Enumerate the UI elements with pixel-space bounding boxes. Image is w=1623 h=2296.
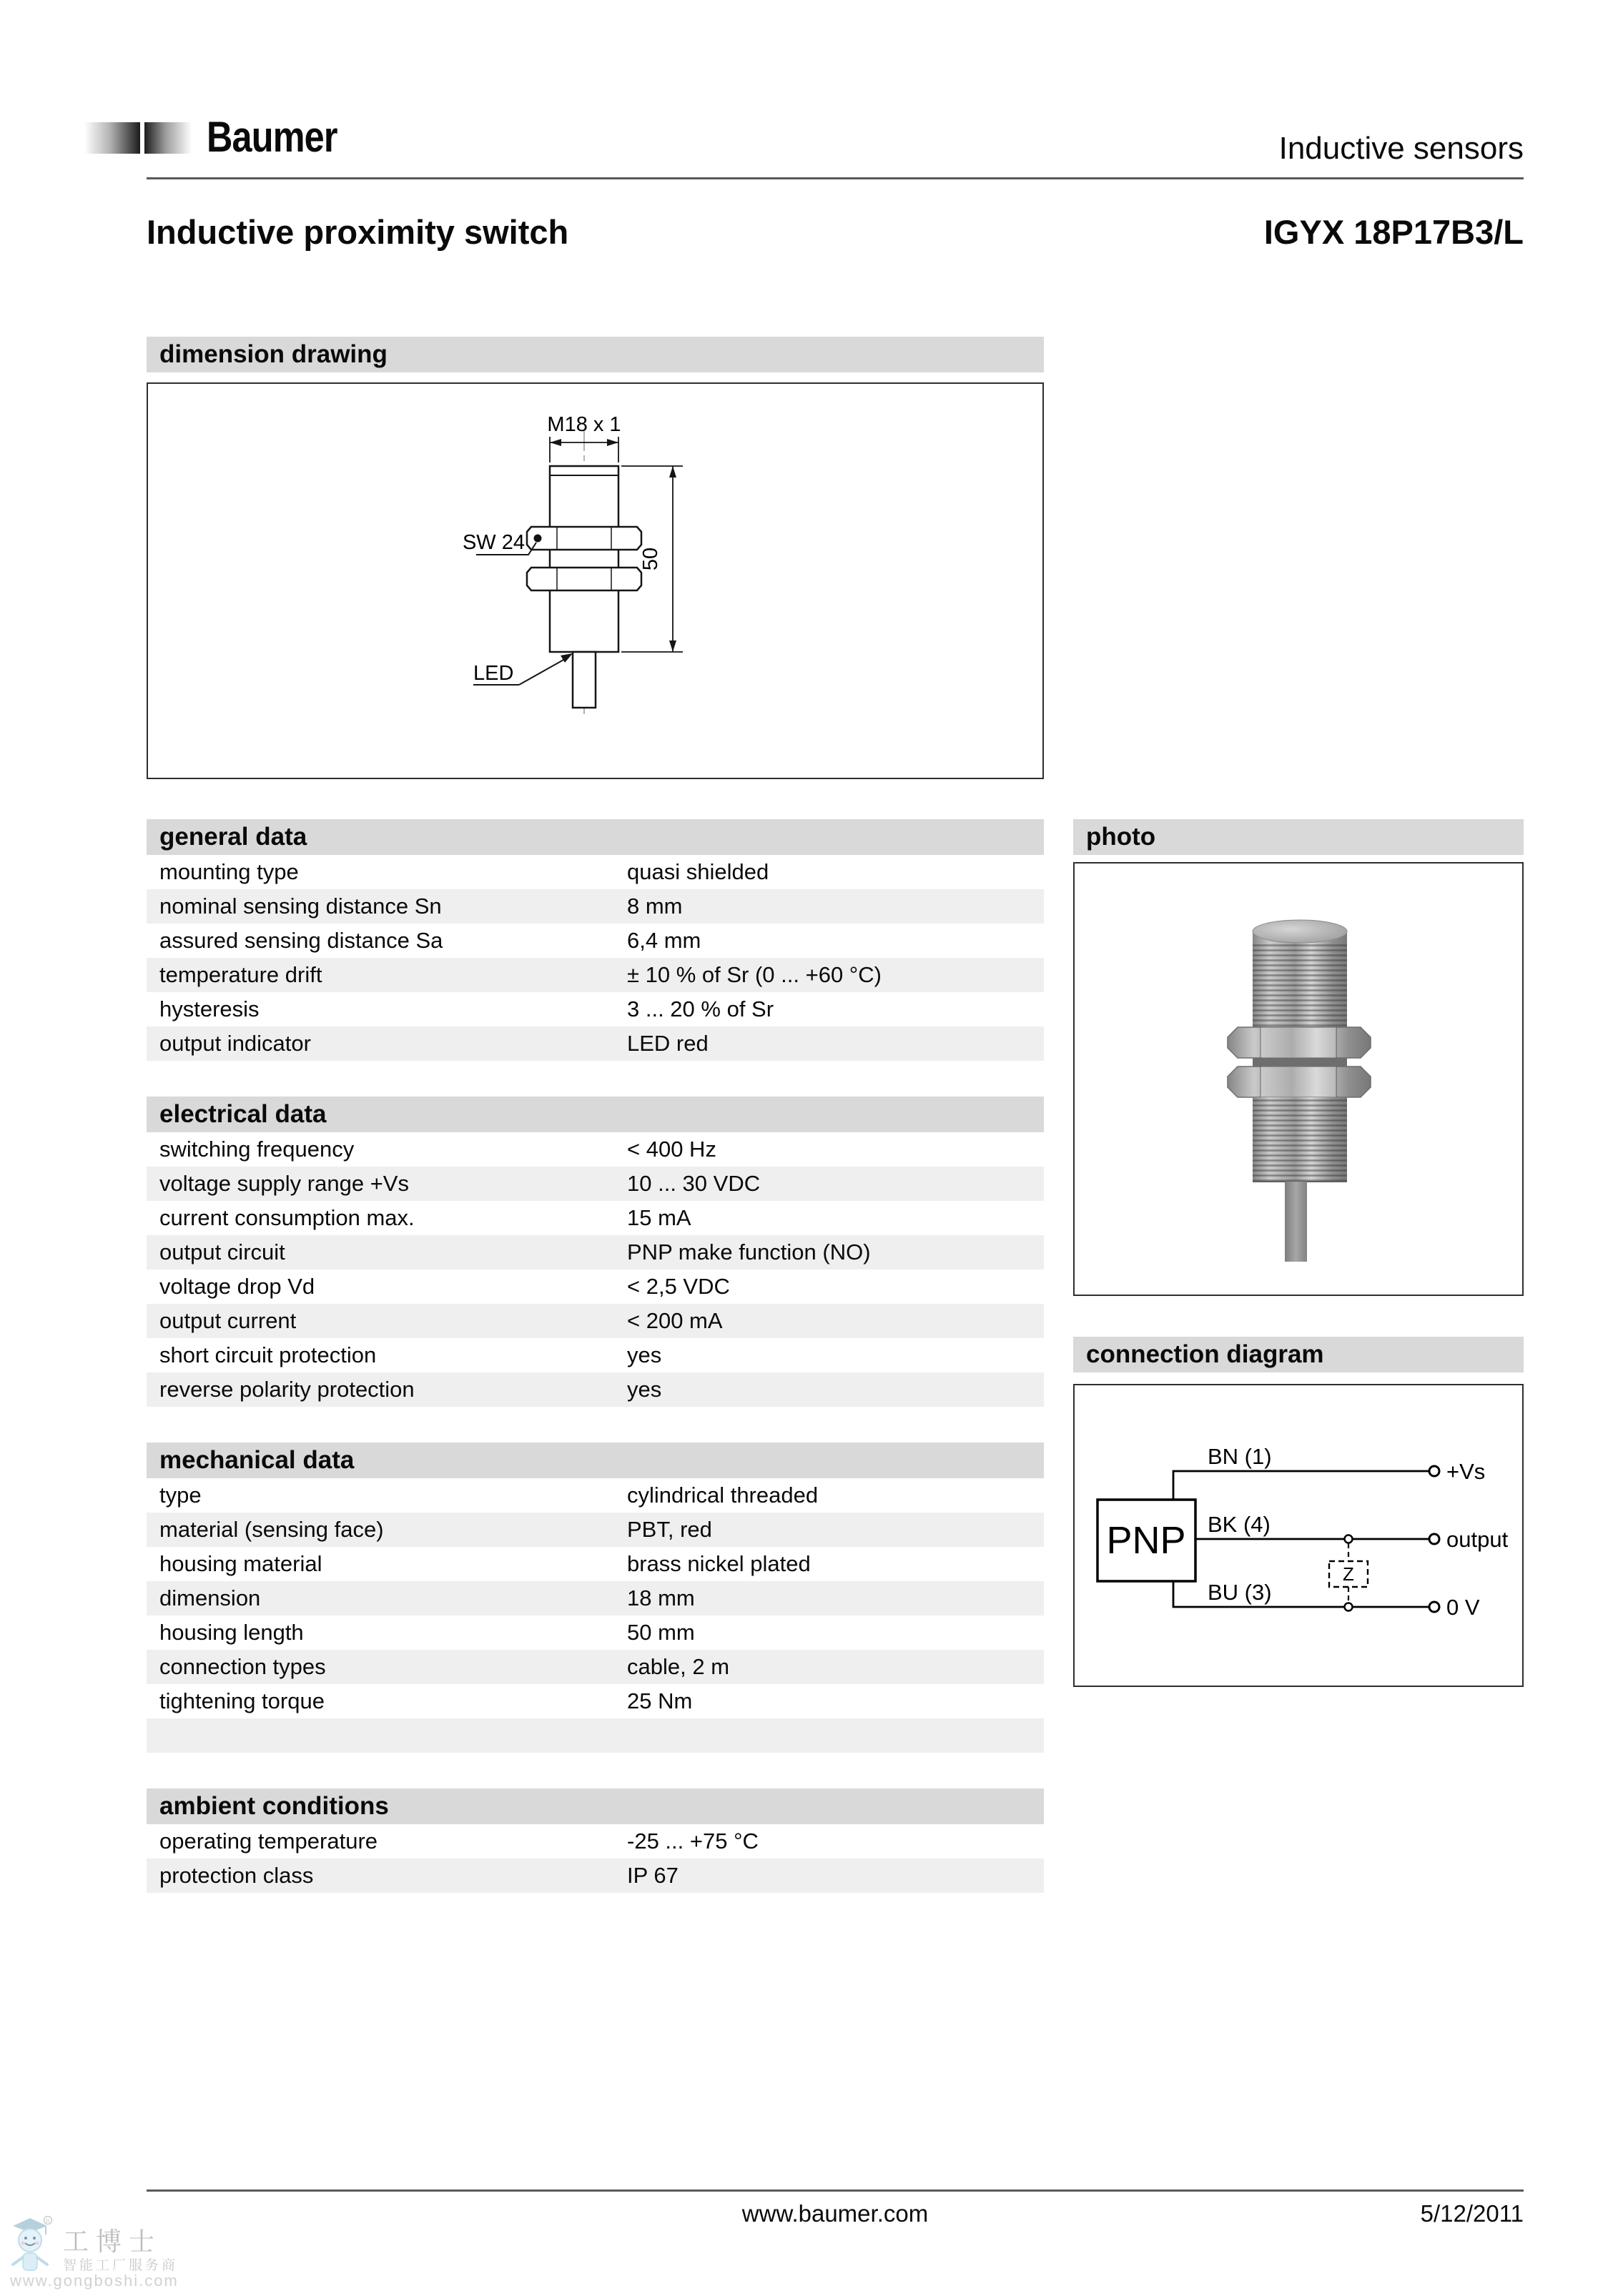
load-label: Z xyxy=(1343,1563,1354,1585)
table-row xyxy=(147,855,1044,889)
row-value: LED red xyxy=(627,1031,709,1056)
section-header-connection-diagram xyxy=(1073,1337,1524,1372)
led-label: LED xyxy=(473,662,514,685)
table-row xyxy=(147,1372,1044,1407)
terminal-label-output: output xyxy=(1446,1527,1509,1552)
table-row xyxy=(147,1547,1044,1581)
row-value: 15 mA xyxy=(627,1205,691,1230)
footer-rule xyxy=(147,2189,1524,2192)
spec-tables xyxy=(147,819,1044,1929)
row-label: short circuit protection xyxy=(159,1342,377,1367)
row-value: < 2,5 VDC xyxy=(627,1274,730,1299)
table-row xyxy=(147,1167,1044,1201)
row-label: mounting type xyxy=(159,859,299,884)
table-row xyxy=(147,1026,1044,1061)
row-value: < 200 mA xyxy=(627,1308,723,1333)
row-value: 25 Nm xyxy=(627,1688,693,1713)
table-row xyxy=(147,1824,1044,1859)
dimension-drawing xyxy=(148,384,1042,778)
section-header-electrical-data xyxy=(147,1097,1044,1132)
page-title: Inductive proximity switch xyxy=(147,213,569,251)
header-rule xyxy=(147,177,1524,179)
model-number: IGYX 18P17B3/L xyxy=(1263,213,1524,251)
connection-diagram-box xyxy=(1073,1384,1524,1687)
device-type-label: PNP xyxy=(1106,1519,1186,1562)
cable-outline xyxy=(573,652,596,708)
section-title: ambient conditions xyxy=(159,1792,389,1820)
row-label: nominal sensing distance Sn xyxy=(159,894,442,919)
row-value: ± 10 % of Sr (0 ... +60 °C) xyxy=(627,962,882,987)
watermark-tagline: 智能工厂服务商 xyxy=(63,2258,179,2273)
row-label: type xyxy=(159,1483,202,1508)
row-label: current consumption max. xyxy=(159,1205,415,1230)
table-row xyxy=(147,1650,1044,1684)
table-row xyxy=(147,1338,1044,1372)
row-value: quasi shielded xyxy=(627,859,769,884)
table-row xyxy=(147,1201,1044,1235)
row-label: output indicator xyxy=(159,1031,311,1056)
row-label: operating temperature xyxy=(159,1829,378,1854)
row-value: 8 mm xyxy=(627,894,683,919)
table-body xyxy=(147,1824,1044,1893)
led-dot xyxy=(534,535,542,543)
row-value: 6,4 mm xyxy=(627,928,701,953)
table-row xyxy=(147,924,1044,958)
watermark-url: www.gongboshi.com xyxy=(10,2272,179,2290)
row-value: cylindrical threaded xyxy=(627,1483,819,1508)
row-label: output circuit xyxy=(159,1239,285,1265)
section-title: connection diagram xyxy=(1086,1340,1324,1368)
row-label: protection class xyxy=(159,1863,314,1888)
row-value: -25 ... +75 °C xyxy=(627,1829,759,1854)
row-value: PNP make function (NO) xyxy=(627,1239,871,1265)
baumer-logo-bar-left xyxy=(84,122,140,154)
section-header-photo xyxy=(1073,819,1524,855)
table-row xyxy=(147,992,1044,1026)
table-row xyxy=(147,1304,1044,1338)
row-label: dimension xyxy=(159,1585,261,1610)
node-circle-0v xyxy=(1345,1603,1353,1611)
wrench-size-label: SW 24 xyxy=(462,531,525,554)
node-circle-output xyxy=(1345,1535,1353,1543)
table-body xyxy=(147,1478,1044,1753)
section-title: mechanical data xyxy=(159,1446,355,1474)
table-row xyxy=(147,1132,1044,1167)
section-gap xyxy=(147,1061,1044,1097)
row-value: 10 ... 30 VDC xyxy=(627,1171,761,1196)
row-value: cable, 2 m xyxy=(627,1654,730,1679)
thread-dimension-label: M18 x 1 xyxy=(547,413,621,436)
section-title: general data xyxy=(159,823,307,851)
row-value: < 400 Hz xyxy=(627,1137,716,1162)
footer-url: www.baumer.com xyxy=(741,2200,929,2227)
row-label: voltage drop Vd xyxy=(159,1274,315,1299)
baumer-logo-text: Baumer xyxy=(207,113,337,161)
wire-label-bu: BU (3) xyxy=(1208,1580,1272,1605)
baumer-logo-bar-right xyxy=(144,122,192,154)
row-label: voltage supply range +Vs xyxy=(159,1171,409,1196)
section-header-dimension-drawing xyxy=(147,337,1044,372)
table-body xyxy=(147,855,1044,1061)
table-row xyxy=(147,1684,1044,1718)
row-value: 3 ... 20 % of Sr xyxy=(627,996,774,1021)
row-label: housing length xyxy=(159,1620,304,1645)
table-row xyxy=(147,1513,1044,1547)
row-value: yes xyxy=(627,1342,662,1367)
row-label: assured sensing distance Sa xyxy=(159,928,443,953)
section-title: photo xyxy=(1086,823,1156,851)
table-row xyxy=(147,1859,1044,1893)
connection-diagram xyxy=(1075,1385,1522,1686)
row-label: housing material xyxy=(159,1551,322,1576)
row-label: hysteresis xyxy=(159,996,260,1021)
table-row xyxy=(147,1581,1044,1615)
svg-text:R: R xyxy=(46,2218,50,2225)
terminal-label-vs: +Vs xyxy=(1446,1459,1486,1484)
row-value: yes xyxy=(627,1377,662,1402)
row-label: connection types xyxy=(159,1654,326,1679)
table-body xyxy=(147,1132,1044,1407)
row-value: IP 67 xyxy=(627,1863,679,1888)
terminal-circle-0v xyxy=(1429,1602,1439,1612)
terminal-circle-output xyxy=(1429,1534,1439,1544)
length-dimension-label: 50 xyxy=(639,547,662,571)
table-row xyxy=(147,958,1044,992)
section-title: electrical data xyxy=(159,1100,327,1128)
row-label: temperature drift xyxy=(159,962,322,987)
table-row xyxy=(147,889,1044,924)
section-header-ambient-conditions xyxy=(147,1788,1044,1824)
wire-label-bk: BK (4) xyxy=(1208,1512,1271,1537)
section-gap xyxy=(147,1407,1044,1443)
row-value: 50 mm xyxy=(627,1620,695,1645)
row-label: switching frequency xyxy=(159,1137,355,1162)
row-label: reverse polarity protection xyxy=(159,1377,415,1402)
table-row xyxy=(147,1718,1044,1753)
watermark xyxy=(7,2212,307,2290)
terminal-circle-vs xyxy=(1429,1466,1439,1476)
wire-label-bn: BN (1) xyxy=(1208,1444,1272,1469)
row-value: PBT, red xyxy=(627,1517,712,1542)
section-title: dimension drawing xyxy=(159,340,388,368)
row-label: material (sensing face) xyxy=(159,1517,384,1542)
table-row xyxy=(147,1615,1044,1650)
section-header-mechanical-data xyxy=(147,1443,1044,1478)
watermark-name: 工博士 xyxy=(63,2227,162,2256)
table-row xyxy=(147,1270,1044,1304)
table-row xyxy=(147,1235,1044,1270)
section-gap xyxy=(147,1893,1044,1929)
row-value: brass nickel plated xyxy=(627,1551,811,1576)
footer-date: 5/12/2011 xyxy=(1420,2200,1524,2227)
photo-box xyxy=(1073,862,1524,1296)
product-photo xyxy=(1075,864,1522,1295)
watermark-mascot xyxy=(7,2212,54,2277)
terminal-label-0v: 0 V xyxy=(1446,1595,1480,1620)
page-category: Inductive sensors xyxy=(1278,131,1524,166)
row-label: output current xyxy=(159,1308,297,1333)
dimension-drawing-box xyxy=(147,382,1044,779)
section-gap xyxy=(147,1753,1044,1788)
table-row xyxy=(147,1478,1044,1513)
section-header-general-data xyxy=(147,819,1044,855)
row-value: 18 mm xyxy=(627,1585,695,1610)
row-label: tightening torque xyxy=(159,1688,325,1713)
